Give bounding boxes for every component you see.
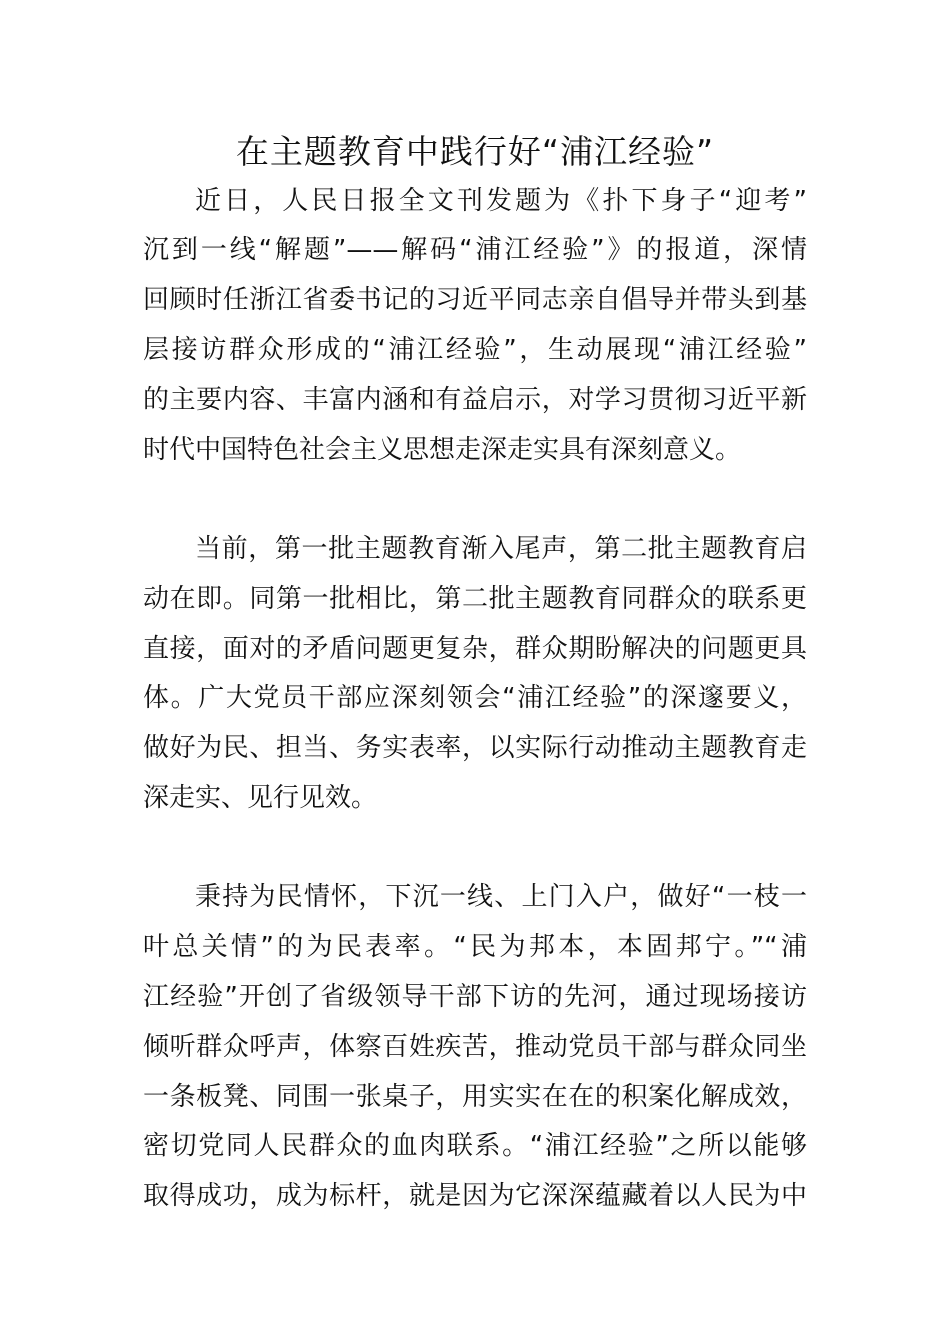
paragraph-3-line: 秉持为民情怀，下沉一线、上门入户，做好“一枝一 xyxy=(195,882,807,912)
paragraph-3-line: 倾听群众呼声，体察百姓疾苦，推动党员干部与群众同坐 xyxy=(143,1032,807,1062)
paragraph-3-line: 密切党同人民群众的血肉联系。“浦江经验”之所以能够 xyxy=(143,1131,807,1161)
paragraph-3-line: 叶总关情”的为民表率。“民为邦本，本固邦宁。”“浦 xyxy=(143,932,807,962)
paragraph-1-line: 回顾时任浙江省委书记的习近平同志亲自倡导并带头到基 xyxy=(143,285,807,315)
paragraph-1-line: 沉到一线“解题”——解码“浦江经验”》的报道，深情 xyxy=(143,235,807,265)
paragraph-2-line: 做好为民、担当、务实表率，以实际行动推动主题教育走 xyxy=(143,733,807,763)
paragraph-2-line: 当前，第一批主题教育渐入尾声，第二批主题教育启 xyxy=(195,534,807,564)
paragraph-1-line: 的主要内容、丰富内涵和有益启示，对学习贯彻习近平新 xyxy=(143,385,807,415)
paragraph-3-line: 取得成功，成为标杆，就是因为它深深蕴藏着以人民为中 xyxy=(143,1181,807,1211)
paragraph-1-line: 近日，人民日报全文刊发题为《扑下身子“迎考” xyxy=(195,186,807,216)
paragraph-3-line: 江经验”开创了省级领导干部下访的先河，通过现场接访 xyxy=(143,982,807,1012)
paragraph-3-line: 一条板凳、同围一张桌子，用实实在在的积案化解成效， xyxy=(143,1082,807,1112)
paragraph-2-line: 直接，面对的矛盾问题更复杂，群众期盼解决的问题更具 xyxy=(143,634,807,664)
paragraph-2-line: 动在即。同第一批相比，第二批主题教育同群众的联系更 xyxy=(143,584,807,614)
document-title: 在主题教育中践行好“浦江经验” xyxy=(235,132,715,171)
paragraph-2-line: 深走实、见行见效。 xyxy=(143,783,378,813)
paragraph-1-line: 层接访群众形成的“浦江经验”，生动展现“浦江经验” xyxy=(143,335,807,365)
paragraph-1-line: 时代中国特色社会主义思想走深走实具有深刻意义。 xyxy=(143,435,742,465)
paragraph-2-line: 体。广大党员干部应深刻领会“浦江经验”的深邃要义， xyxy=(143,683,807,713)
